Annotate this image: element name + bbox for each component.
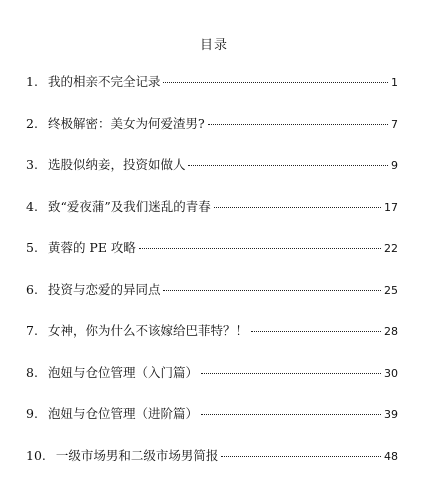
toc-entry[interactable] (26, 155, 398, 197)
toc-leader-dots (188, 165, 388, 166)
toc-title: 目录 (199, 38, 228, 53)
toc-leader-dots (139, 248, 381, 249)
toc-leader-dots (221, 456, 381, 457)
toc-leader-dots (214, 207, 381, 208)
toc-entry[interactable] (26, 363, 398, 405)
toc-leader-dots (163, 290, 381, 291)
toc-leader-dots (201, 373, 381, 374)
toc-entry-text: 投资与恋爱的异同点 (47, 281, 161, 297)
toc-entry-number: 8. (26, 364, 38, 380)
toc-entry-number: 9. (26, 406, 38, 421)
toc-entry-page: 25 (384, 283, 398, 297)
toc-entry[interactable] (26, 280, 398, 322)
toc-entry[interactable] (26, 197, 398, 239)
toc-entry-number: 10. (26, 447, 46, 463)
toc-entry-number: 1. (26, 74, 38, 89)
toc-entry[interactable] (26, 72, 398, 114)
toc-entry[interactable] (26, 321, 398, 363)
toc-entry[interactable] (26, 446, 398, 488)
toc-entry-number: 2. (26, 115, 38, 131)
toc-leader-dots (201, 414, 381, 415)
toc-entry-number: 5. (26, 240, 38, 255)
toc-entry-page: 48 (384, 449, 398, 463)
toc-entry-page: 1 (391, 76, 398, 89)
toc-entry-page: 9 (391, 159, 398, 172)
toc-entry[interactable] (26, 404, 398, 446)
toc-entry-number: 6. (26, 281, 38, 297)
toc-entry-text: 泡妞与仓位管理（入门篇） (47, 364, 198, 380)
toc-entry-text: 选股似纳妾，投资如做人 (47, 157, 186, 172)
toc-entry-text: 泡妞与仓位管理（进阶篇） (47, 406, 198, 421)
toc-entry-number: 4. (26, 198, 38, 214)
toc-entry[interactable] (26, 114, 398, 156)
toc-entry-text: 黄蓉的 PE 攻略 (47, 240, 136, 255)
toc-entry-text: 女神，你为什么不该嫁给巴菲特？！ (47, 323, 248, 338)
toc-entry-text: 我的相亲不完全记录 (47, 74, 161, 89)
toc-entry-text: 致“爱夜蒲”及我们迷乱的青春 (47, 198, 211, 214)
toc-entry-page: 28 (384, 325, 398, 338)
toc-entry[interactable] (26, 238, 398, 280)
toc-leader-dots (251, 331, 381, 332)
toc-leader-dots (163, 82, 388, 83)
toc-entry-page: 30 (384, 366, 398, 380)
toc-entry-page: 22 (384, 242, 398, 255)
toc-list (26, 72, 398, 487)
toc-entry-text: 终极解密：美女为何爱渣男? (47, 115, 205, 131)
toc-leader-dots (208, 124, 388, 125)
toc-entry-number: 7. (26, 323, 38, 338)
toc-entry-number: 3. (26, 157, 38, 172)
toc-entry-page: 17 (384, 200, 398, 214)
toc-entry-page: 39 (384, 408, 398, 421)
toc-entry-text: 一级市场男和二级市场男简报 (55, 447, 219, 463)
toc-entry-page: 7 (391, 117, 398, 131)
